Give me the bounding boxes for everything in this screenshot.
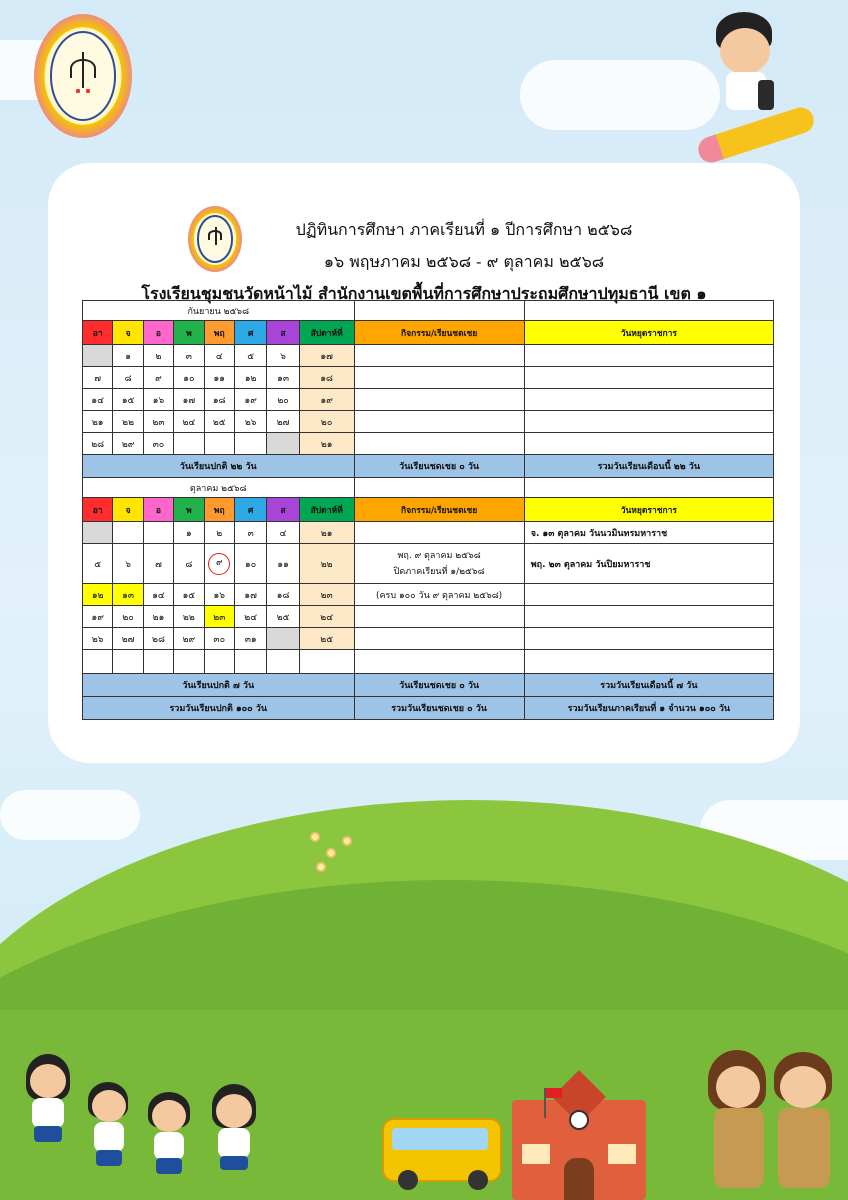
day-cell: ๓๐ <box>143 433 173 455</box>
holiday-cell <box>524 367 773 389</box>
flag-icon <box>546 1088 562 1098</box>
academic-calendar-table <box>82 300 774 720</box>
empty-cell <box>524 650 773 674</box>
day-cell <box>143 522 173 544</box>
week-row <box>83 628 774 650</box>
day-header-wednesday: พ <box>174 498 204 522</box>
day-cell: ๗ <box>83 367 113 389</box>
school-affiliation: โรงเรียนชุมชนวัดหน้าไม้ สำนักงานเขตพื้นที่การศึกษาประถมศึกษาปทุมธานี เขต ๑ <box>141 284 707 303</box>
closing-day-cell <box>204 544 234 584</box>
flower-icon <box>316 862 326 872</box>
flower-icon <box>326 848 336 858</box>
month-label: ตุลาคม ๒๕๖๘ <box>83 478 355 498</box>
total-regular-days: รวมวันเรียนปกติ ๑๐๐ วัน <box>83 697 355 720</box>
cloud <box>0 790 140 840</box>
week-row <box>83 584 774 606</box>
day-cell: ๑๘ <box>204 389 234 411</box>
flower-emblem-icon <box>73 86 93 96</box>
day-cell <box>267 628 299 650</box>
holiday-cell <box>524 345 773 367</box>
day-cell: ๑๐ <box>174 367 204 389</box>
day-cell <box>267 433 299 455</box>
day-cell: ๑๕ <box>174 584 204 606</box>
day-header-monday: จ <box>113 498 143 522</box>
holiday-cell: จ. ๑๓ ตุลาคม วันนวมินทรมหาราช <box>524 522 773 544</box>
day-cell: ๒๖ <box>234 411 266 433</box>
total-makeup-days: รวมวันเรียนชดเชย ๐ วัน <box>354 697 524 720</box>
day-cell: ๓ <box>234 522 266 544</box>
day-cell: ๑ <box>174 522 204 544</box>
day-header-row <box>83 498 774 522</box>
day-cell: ๒๘ <box>143 628 173 650</box>
day-cell: ๒๓ <box>204 606 234 628</box>
day-header-thursday: พฤ <box>204 321 234 345</box>
empty-cell <box>524 478 773 498</box>
day-header-sunday: อา <box>83 498 113 522</box>
holiday-header: วันหยุดราชการ <box>524 498 773 522</box>
week-number-cell: ๒๔ <box>299 606 354 628</box>
bus-wheel <box>468 1170 488 1190</box>
week-row <box>83 606 774 628</box>
day-cell: ๘ <box>174 544 204 584</box>
empty-cell <box>299 650 354 674</box>
day-cell: ๔ <box>204 345 234 367</box>
holiday-header: วันหยุดราชการ <box>524 321 773 345</box>
bus-window <box>392 1128 488 1150</box>
day-cell: ๒๙ <box>113 433 143 455</box>
backpack-shape <box>758 80 774 110</box>
activity-cell <box>354 606 524 628</box>
day-cell: ๒๘ <box>83 433 113 455</box>
bus-wheel <box>398 1170 418 1190</box>
day-cell: ๑๒ <box>234 367 266 389</box>
building-window <box>522 1144 550 1164</box>
week-number-cell: ๒๒ <box>299 544 354 584</box>
teachers-illustration <box>700 1046 840 1196</box>
day-cell <box>174 433 204 455</box>
logo-inner-seal <box>50 31 117 120</box>
empty-cell <box>524 301 773 321</box>
day-cell: ๒๓ <box>143 411 173 433</box>
boy-head <box>720 28 770 74</box>
day-header-sunday: อา <box>83 321 113 345</box>
activity-cell <box>354 544 524 584</box>
day-cell: ๒๑ <box>143 606 173 628</box>
day-cell: ๑๖ <box>204 584 234 606</box>
day-cell: ๒๔ <box>174 411 204 433</box>
day-cell: ๒๕ <box>267 606 299 628</box>
day-cell <box>204 433 234 455</box>
day-cell: ๑๑ <box>204 367 234 389</box>
empty-cell <box>83 650 113 674</box>
day-cell: ๓๐ <box>204 628 234 650</box>
term-total-row <box>83 697 774 720</box>
day-cell: ๑ <box>113 345 143 367</box>
building-door <box>564 1158 594 1200</box>
week-row <box>83 367 774 389</box>
week-number-cell: ๒๓ <box>299 584 354 606</box>
month-total-summary: รวมวันเรียนเดือนนี้ ๒๒ วัน <box>524 455 773 478</box>
day-cell: ๑๙ <box>234 389 266 411</box>
day-cell: ๑๗ <box>174 389 204 411</box>
day-cell: ๙ <box>143 367 173 389</box>
activity-cell <box>354 433 524 455</box>
day-cell: ๒ <box>204 522 234 544</box>
flower-icon <box>310 832 320 842</box>
day-cell: ๒๗ <box>113 628 143 650</box>
day-header-friday: ศ <box>234 498 266 522</box>
holiday-cell <box>524 433 773 455</box>
activity-cell <box>354 367 524 389</box>
activity-cell <box>354 345 524 367</box>
day-cell: ๒๒ <box>113 411 143 433</box>
day-header-tuesday: อ <box>143 321 173 345</box>
day-cell: ๒๗ <box>267 411 299 433</box>
day-cell <box>83 345 113 367</box>
day-cell: ๑๖ <box>143 389 173 411</box>
empty-cell <box>143 650 173 674</box>
day-cell: ๒ <box>143 345 173 367</box>
day-cell: ๑๓ <box>267 367 299 389</box>
day-cell: ๔ <box>267 522 299 544</box>
day-cell: ๑๗ <box>234 584 266 606</box>
week-number-header: สัปดาห์ที่ <box>299 498 354 522</box>
week-number-cell: ๒๑ <box>299 433 354 455</box>
week-number-header: สัปดาห์ที่ <box>299 321 354 345</box>
day-header-monday: จ <box>113 321 143 345</box>
week-row <box>83 411 774 433</box>
month-summary-row <box>83 674 774 697</box>
week-row <box>83 433 774 455</box>
school-logo <box>34 14 132 138</box>
day-header-row <box>83 321 774 345</box>
empty-cell <box>267 650 299 674</box>
day-cell: ๒๕ <box>204 411 234 433</box>
month-row-september <box>83 301 774 321</box>
week-number-cell: ๒๐ <box>299 411 354 433</box>
day-header-saturday: ส <box>267 498 299 522</box>
empty-cell <box>354 301 524 321</box>
day-cell: ๑๔ <box>143 584 173 606</box>
makeup-days-summary: วันเรียนชดเชย ๐ วัน <box>354 674 524 697</box>
holiday-cell <box>524 389 773 411</box>
calendar-date-range: ๑๖ พฤษภาคม ๒๕๖๘ - ๙ ตุลาคม ๒๕๖๘ <box>323 252 605 271</box>
day-cell: ๒๖ <box>83 628 113 650</box>
day-cell <box>234 433 266 455</box>
day-cell: ๒๙ <box>174 628 204 650</box>
week-row <box>83 544 774 584</box>
day-cell: ๒๑ <box>83 411 113 433</box>
month-row-october <box>83 478 774 498</box>
activity-header: กิจกรรม/เรียนชดเชย <box>354 498 524 522</box>
day-cell: ๖ <box>113 544 143 584</box>
day-cell: ๒๒ <box>174 606 204 628</box>
day-cell: ๒๐ <box>267 389 299 411</box>
building-window <box>608 1144 636 1164</box>
activity-cell <box>354 411 524 433</box>
activity-cell <box>354 522 524 544</box>
makeup-days-summary: วันเรียนชดเชย ๐ วัน <box>354 455 524 478</box>
day-cell: ๗ <box>143 544 173 584</box>
empty-cell <box>113 650 143 674</box>
calendar-title: ปฏิทินการศึกษา ภาคเรียนที่ ๑ ปีการศึกษา ๒๕๖๘ <box>295 220 633 239</box>
term-end-date: พฤ. ๙ ตุลาคม ๒๕๖๘ <box>397 550 481 561</box>
week-number-cell: ๑๗ <box>299 345 354 367</box>
month-total-summary: รวมวันเรียนเดือนนี้ ๗ วัน <box>524 674 773 697</box>
day-cell: ๑๓ <box>113 584 143 606</box>
day-header-thursday: พฤ <box>204 498 234 522</box>
empty-cell <box>204 650 234 674</box>
day-header-friday: ศ <box>234 321 266 345</box>
day-cell: ๖ <box>267 345 299 367</box>
day-cell <box>113 522 143 544</box>
day-cell: ๓ <box>174 345 204 367</box>
week-number-cell: ๑๘ <box>299 367 354 389</box>
holiday-cell <box>524 628 773 650</box>
day-cell: ๒๔ <box>234 606 266 628</box>
regular-days-summary: วันเรียนปกติ ๒๒ วัน <box>83 455 355 478</box>
day-cell: ๒๐ <box>113 606 143 628</box>
term-end-label: ปิดภาคเรียนที่ ๑/๒๕๖๘ <box>393 566 485 577</box>
holiday-cell <box>524 584 773 606</box>
cloud <box>520 60 720 130</box>
day-header-wednesday: พ <box>174 321 204 345</box>
day-cell: ๕ <box>83 544 113 584</box>
holiday-cell <box>524 411 773 433</box>
day-cell: ๑๒ <box>83 584 113 606</box>
day-cell: ๘ <box>113 367 143 389</box>
boy-on-pencil-illustration <box>696 10 826 160</box>
week-number-cell: ๒๕ <box>299 628 354 650</box>
activity-cell <box>354 628 524 650</box>
day-cell: ๑๐ <box>234 544 266 584</box>
day-cell: ๑๑ <box>267 544 299 584</box>
week-row <box>83 345 774 367</box>
closing-day-circle: ๙ <box>208 553 230 575</box>
school-bus-illustration <box>382 1118 502 1182</box>
regular-days-summary: วันเรียนปกติ ๗ วัน <box>83 674 355 697</box>
week-number-cell: ๑๙ <box>299 389 354 411</box>
day-cell: ๓๑ <box>234 628 266 650</box>
activity-cell: (ครบ ๑๐๐ วัน ๙ ตุลาคม ๒๕๖๘) <box>354 584 524 606</box>
week-row <box>83 522 774 544</box>
day-cell: ๑๕ <box>113 389 143 411</box>
day-cell: ๑๘ <box>267 584 299 606</box>
empty-cell <box>174 650 204 674</box>
term-total-days: รวมวันเรียนภาคเรียนที่ ๑ จำนวน ๑๐๐ วัน <box>524 697 773 720</box>
month-summary-row <box>83 455 774 478</box>
empty-cell <box>354 650 524 674</box>
day-cell: ๑๔ <box>83 389 113 411</box>
activity-header: กิจกรรม/เรียนชดเชย <box>354 321 524 345</box>
empty-cell <box>354 478 524 498</box>
walking-students-illustration <box>20 1050 270 1190</box>
arrow-emblem-icon <box>82 52 84 88</box>
blank-row <box>83 650 774 674</box>
empty-cell <box>234 650 266 674</box>
day-cell: ๑๙ <box>83 606 113 628</box>
month-label: กันยายน ๒๕๖๘ <box>83 301 355 321</box>
week-row <box>83 389 774 411</box>
pencil-shape <box>695 104 817 166</box>
holiday-cell <box>524 606 773 628</box>
school-building-illustration <box>512 1100 646 1200</box>
day-cell <box>83 522 113 544</box>
clock-icon <box>569 1110 589 1130</box>
activity-cell <box>354 389 524 411</box>
holiday-cell: พฤ. ๒๓ ตุลาคม วันปิยมหาราช <box>524 544 773 584</box>
day-cell: ๕ <box>234 345 266 367</box>
flower-icon <box>342 836 352 846</box>
week-number-cell: ๒๑ <box>299 522 354 544</box>
day-header-tuesday: อ <box>143 498 173 522</box>
day-header-saturday: ส <box>267 321 299 345</box>
